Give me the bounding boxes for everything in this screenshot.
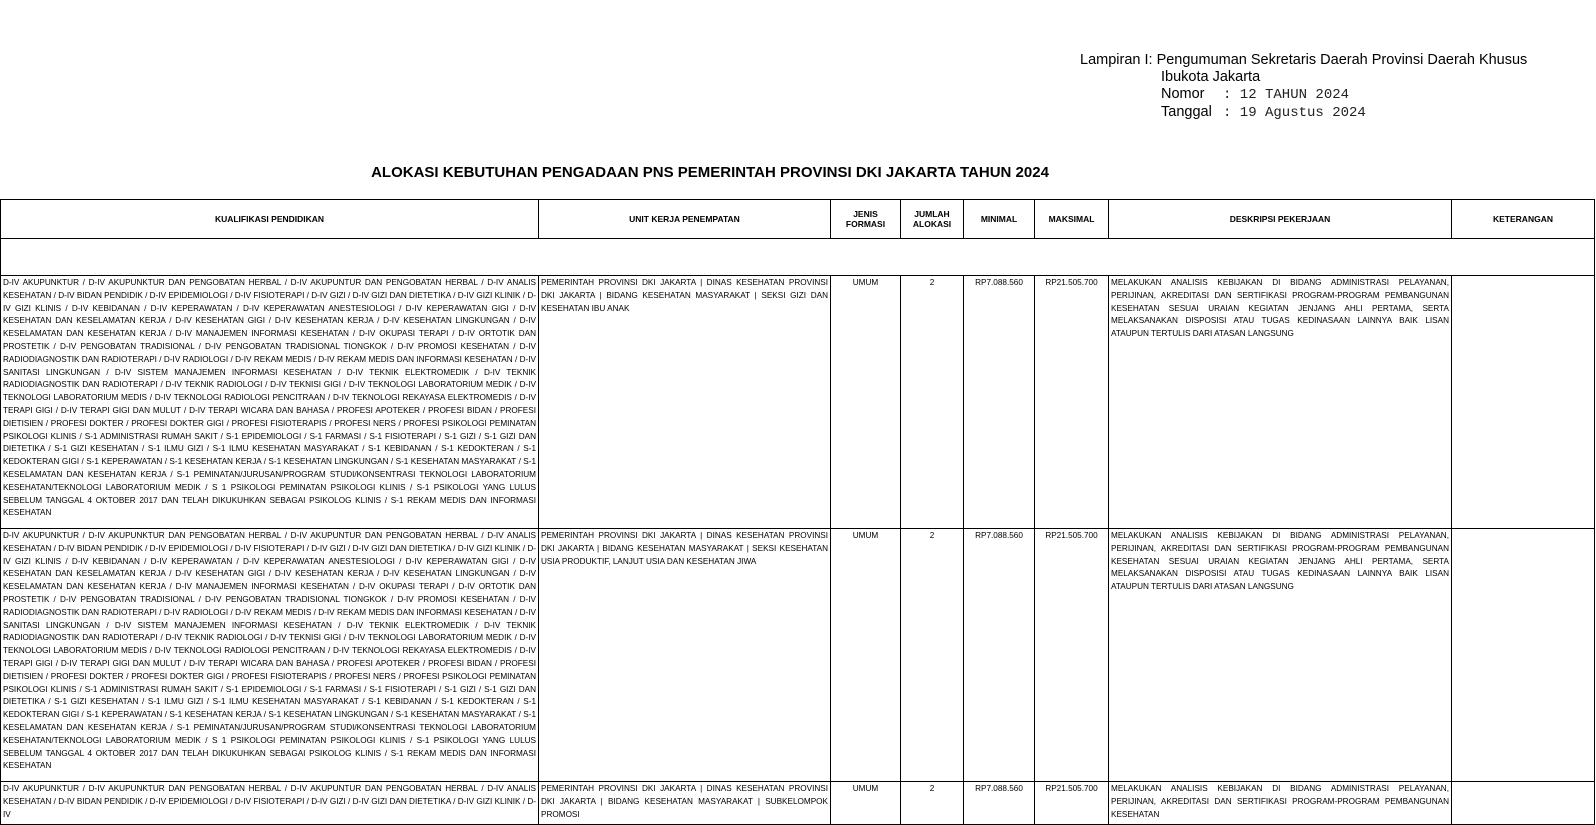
deskripsi-cell: MELAKUKAN ANALISIS KEBIJAKAN DI BIDANG ADMINISTRASI PELAYANAN, PERIJINAN, AKREDITASI DAN SERTIFIKASI PROGRAM-PROGRAM PEMBANGUNAN KESEHATAN SESUAI URAIAN KEGIATAN JENJANG AHLI PERTAMA, SERTA MELAKSANAKAN DISPOSISI ATAU TUGAS KEDINASAAN LAINNYA BAIK LISAN ATAUPUN TERTULIS DARI ATASAN LANGSUNG bbox=[1109, 529, 1452, 782]
keterangan-cell bbox=[1452, 529, 1595, 782]
table-row bbox=[1, 276, 1595, 529]
lampiran-header bbox=[1080, 52, 1527, 122]
nomor-label: Nomor bbox=[1161, 86, 1205, 102]
kualifikasi-text: D-IV AKUPUNKTUR / D-IV AKUPUNKTUR DAN PENGOBATAN HERBAL / D-IV AKUPUNTUR DAN PENGOBATAN HERBAL / D-IV ANALIS KESEHATAN / D-IV BIDAN PENDIDIK / D-IV EPIDEMIOLOGI / D-IV FISIOTERAPI / D-IV GIZI / D-IV GIZI DAN DIETETIKA / D-IV GIZI KLINIK / D-IV bbox=[3, 784, 536, 819]
keterangan-cell bbox=[1452, 276, 1595, 529]
header-jumlah: JUMLAH ALOKASI bbox=[901, 200, 964, 239]
kualifikasi-cell bbox=[1, 529, 539, 782]
header-maksimal: MAKSIMAL bbox=[1035, 200, 1109, 239]
deskripsi-text: MELAKUKAN ANALISIS KEBIJAKAN DI BIDANG ADMINISTRASI PELAYANAN, PERIJINAN, AKREDITASI DAN SERTIFIKASI PROGRAM-PROGRAM PEMBANGUNAN KESEHATAN bbox=[1111, 784, 1449, 819]
unit-cell: PEMERINTAH PROVINSI DKI JAKARTA | DINAS KESEHATAN PROVINSI DKI JAKARTA | BIDANG KESEHATAN MASYARAKAT | SEKSI KESEHATAN USIA PRODUKTIF, LANJUT USIA DAN KESEHATAN JIWA bbox=[539, 529, 831, 782]
deskripsi-cell: MELAKUKAN ANALISIS KEBIJAKAN DI BIDANG ADMINISTRASI PELAYANAN, PERIJINAN, AKREDITASI DAN SERTIFIKASI PROGRAM-PROGRAM PEMBANGUNAN KESEHATAN SESUAI URAIAN KEGIATAN JENJANG AHLI PERTAMA, SERTA MELAKSANAKAN DISPOSISI ATAU TUGAS KEDINASAAN LAINNYA BAIK LISAN ATAUPUN TERTULIS DARI ATASAN LANGSUNG bbox=[1109, 276, 1452, 529]
nomor-value: : 12 TAHUN 2024 bbox=[1223, 87, 1350, 103]
table-row bbox=[1, 782, 1595, 825]
deskripsi-cell bbox=[1109, 782, 1452, 825]
unit-cell: PEMERINTAH PROVINSI DKI JAKARTA | DINAS KESEHATAN PROVINSI DKI JAKARTA | BIDANG KESEHATAN MASYARAKAT | SEKSI GIZI DAN KESEHATAN IBU ANAK bbox=[539, 276, 831, 529]
header-keterangan: KETERANGAN bbox=[1452, 200, 1595, 239]
lampiran-line1: Lampiran I: Pengumuman Sekretaris Daerah Provinsi Daerah Khusus bbox=[1080, 52, 1528, 68]
unit-text: PEMERINTAH PROVINSI DKI JAKARTA | DINAS KESEHATAN PROVINSI DKI JAKARTA | BIDANG KESEHATAN MASYARAKAT | SUBKELOMPOK PROMOSI bbox=[541, 784, 828, 819]
jumlah-cell: 2 bbox=[901, 782, 964, 825]
maksimal-cell: RP21.505.700 bbox=[1035, 529, 1109, 782]
spacer-row bbox=[1, 239, 1595, 276]
header-kualifikasi: KUALIFIKASI PENDIDIKAN bbox=[1, 200, 539, 239]
header-unit: UNIT KERJA PENEMPATAN bbox=[539, 200, 831, 239]
jumlah-cell: 2 bbox=[901, 529, 964, 782]
jumlah-cell: 2 bbox=[901, 276, 964, 529]
header-jenis: JENIS FORMASI bbox=[831, 200, 901, 239]
header-deskripsi: DESKRIPSI PEKERJAAN bbox=[1109, 200, 1452, 239]
kualifikasi-cell bbox=[1, 276, 539, 529]
tanggal-label: Tanggal bbox=[1161, 104, 1212, 120]
maksimal-cell: RP21.505.700 bbox=[1035, 782, 1109, 825]
kualifikasi-cell bbox=[1, 782, 539, 825]
tanggal-line bbox=[1080, 104, 1527, 122]
kualifikasi-text: D-IV AKUPUNKTUR / D-IV AKUPUNKTUR DAN PENGOBATAN HERBAL / D-IV AKUPUNTUR DAN PENGOBATAN HERBAL / D-IV ANALIS KESEHATAN / D-IV BIDAN PENDIDIK / D-IV EPIDEMIOLOGI / D-IV FISIOTERAPI / D-IV GIZI / D-IV GIZI DAN DIETETIKA / D-IV GIZI KLINIK / D-IV GIZI KLINIS / D-IV KEBIDANAN / D-IV KEPERAWATAN / D-IV KEPERAWATAN ANESTESIOLOGI / D-IV KEPERAWATAN GIGI / D-IV KESEHATAN DAN KESELAMATAN KERJA / D-IV KESEHATAN GIGI / D-IV KESEHATAN KERJA / D-IV KESEHATAN LINGKUNGAN / D-IV KESELAMATAN DAN KESEHATAN KERJA / D-IV MANAJEMEN INFORMASI KESEHATAN / D-IV OKUPASI TERAPI / D-IV ORTOTIK DAN PROSTETIK / D-IV PENGOBATAN TRADISIONAL / D-IV PENGOBATAN TRADISIONAL TIONGKOK / D-IV PROMOSI KESEHATAN / D-IV RADIODIAGNOSTIK DAN RADIOTERAPI / D-IV RADIOLOGI / D-IV REKAM MEDIS / D-IV REKAM MEDIS DAN INFORMASI KESEHATAN / D-IV SANITASI LINGKUNGAN / D-IV SISTEM MANAJEMEN INFORMASI KESEHATAN / D-IV TEKNIK ELEKTROMEDIK / D-IV TEKNIK RADIODIAGNOSTIK DAN RADIOTERAPI / D-IV TEKNIK RADIOLOGI / D-IV TEKNISI GIGI / D-IV TEKNOLOGI LABORATORIUM MEDIK / D-IV TEKNOLOGI LABORATORIUM MEDIS / D-IV TEKNOLOGI RADIOLOGI PENCITRAAN / D-IV TEKNOLOGI REKAYASA ELEKTROMEDIS / D-IV TERAPI GIGI / D-IV TERAPI GIGI DAN MULUT / D-IV TERAPI WICARA DAN BAHASA / PROFESI APOTEKER / PROFESI BIDAN / PROFESI DIETISIEN / PROFESI DOKTER / PROFESI DOKTER GIGI / PROFESI FISIOTERAPIS / PROFESI NERS / PROFESI PSIKOLOGI PEMINATAN PSIKOLOGI KLINIS / S-1 ADMINISTRASI RUMAH SAKIT / S-1 EPIDEMIOLOGI / S-1 FARMASI / S-1 FISIOTERAPI / S-1 GIZI / S-1 GIZI DAN DIETETIKA / S-1 GIZI KESEHATAN / S-1 ILMU GIZI / S-1 ILMU KESEHATAN MASYARAKAT / S-1 KEBIDANAN / S-1 KEDOKTERAN / S-1 KEDOKTERAN GIGI / S-1 KEPERAWATAN / S-1 KESEHATAN KERJA / S-1 KESEHATAN LINGKUNGAN / S-1 KESEHATAN MASYARAKAT / S-1 KESELAMATAN DAN KESEHATAN KERJA / S-1 PEMINATAN/JURUSAN/PROGRAM STUDI/KONSENTRASI TEKNOLOGI LABORATORIUM KESEHATAN/TEKNOLOGI LABORATORIUM MEDIK / S 1 PSIKOLOGI PEMINATAN PSIKOLOGI KLINIS / S-1 PSIKOLOGI YANG LULUS SEBELUM TANGGAL 4 OKTOBER 2017 DAN TELAH DIKUKUHKAN SEBAGAI PSIKOLOG KLINIS / S-1 REKAM MEDIS DAN INFORMASI KESEHATAN bbox=[3, 531, 536, 771]
allocation-table bbox=[0, 199, 1595, 825]
keterangan-cell bbox=[1452, 782, 1595, 825]
header-minimal: MINIMAL bbox=[964, 200, 1035, 239]
tanggal-value: : 19 Agustus 2024 bbox=[1223, 105, 1366, 121]
minimal-cell: RP7.088.560 bbox=[964, 529, 1035, 782]
minimal-cell: RP7.088.560 bbox=[964, 276, 1035, 529]
nomor-line bbox=[1080, 86, 1527, 104]
kualifikasi-text: D-IV AKUPUNKTUR / D-IV AKUPUNKTUR DAN PENGOBATAN HERBAL / D-IV AKUPUNTUR DAN PENGOBATAN HERBAL / D-IV ANALIS KESEHATAN / D-IV BIDAN PENDIDIK / D-IV EPIDEMIOLOGI / D-IV FISIOTERAPI / D-IV GIZI / D-IV GIZI DAN DIETETIKA / D-IV GIZI KLINIK / D-IV GIZI KLINIS / D-IV KEBIDANAN / D-IV KEPERAWATAN / D-IV KEPERAWATAN ANESTESIOLOGI / D-IV KEPERAWATAN GIGI / D-IV KESEHATAN DAN KESELAMATAN KERJA / D-IV KESEHATAN GIGI / D-IV KESEHATAN KERJA / D-IV KESEHATAN LINGKUNGAN / D-IV KESELAMATAN DAN KESEHATAN KERJA / D-IV MANAJEMEN INFORMASI KESEHATAN / D-IV OKUPASI TERAPI / D-IV ORTOTIK DAN PROSTETIK / D-IV PENGOBATAN TRADISIONAL / D-IV PENGOBATAN TRADISIONAL TIONGKOK / D-IV PROMOSI KESEHATAN / D-IV RADIODIAGNOSTIK DAN RADIOTERAPI / D-IV RADIOLOGI / D-IV REKAM MEDIS / D-IV REKAM MEDIS DAN INFORMASI KESEHATAN / D-IV SANITASI LINGKUNGAN / D-IV SISTEM MANAJEMEN INFORMASI KESEHATAN / D-IV TEKNIK ELEKTROMEDIK / D-IV TEKNIK RADIODIAGNOSTIK DAN RADIOTERAPI / D-IV TEKNIK RADIOLOGI / D-IV TEKNISI GIGI / D-IV TEKNOLOGI LABORATORIUM MEDIK / D-IV TEKNOLOGI LABORATORIUM MEDIS / D-IV TEKNOLOGI RADIOLOGI PENCITRAAN / D-IV TEKNOLOGI REKAYASA ELEKTROMEDIS / D-IV TERAPI GIGI / D-IV TERAPI GIGI DAN MULUT / D-IV TERAPI WICARA DAN BAHASA / PROFESI APOTEKER / PROFESI BIDAN / PROFESI DIETISIEN / PROFESI DOKTER / PROFESI DOKTER GIGI / PROFESI FISIOTERAPIS / PROFESI NERS / PROFESI PSIKOLOGI PEMINATAN PSIKOLOGI KLINIS / S-1 ADMINISTRASI RUMAH SAKIT / S-1 EPIDEMIOLOGI / S-1 FARMASI / S-1 FISIOTERAPI / S-1 GIZI / S-1 GIZI DAN DIETETIKA / S-1 GIZI KESEHATAN / S-1 ILMU GIZI / S-1 ILMU KESEHATAN MASYARAKAT / S-1 KEBIDANAN / S-1 KEDOKTERAN / S-1 KEDOKTERAN GIGI / S-1 KEPERAWATAN / S-1 KESEHATAN KERJA / S-1 KESEHATAN LINGKUNGAN / S-1 KESEHATAN MASYARAKAT / S-1 KESELAMATAN DAN KESEHATAN KERJA / S-1 PEMINATAN/JURUSAN/PROGRAM STUDI/KONSENTRASI TEKNOLOGI LABORATORIUM KESEHATAN/TEKNOLOGI LABORATORIUM MEDIK / S 1 PSIKOLOGI PEMINATAN PSIKOLOGI KLINIS / S-1 PSIKOLOGI YANG LULUS SEBELUM TANGGAL 4 OKTOBER 2017 DAN TELAH DIKUKUHKAN SEBAGAI PSIKOLOG KLINIS / S-1 REKAM MEDIS DAN INFORMASI KESEHATAN bbox=[3, 278, 536, 518]
jenis-cell: UMUM bbox=[831, 276, 901, 529]
jenis-cell: UMUM bbox=[831, 529, 901, 782]
lampiran-line2: Ibukota Jakarta bbox=[1161, 69, 1261, 85]
maksimal-cell: RP21.505.700 bbox=[1035, 276, 1109, 529]
minimal-cell: RP7.088.560 bbox=[964, 782, 1035, 825]
table-row bbox=[1, 529, 1595, 782]
jenis-cell: UMUM bbox=[831, 782, 901, 825]
header-row bbox=[1, 200, 1595, 239]
spacer-cell bbox=[1, 239, 1595, 276]
unit-cell bbox=[539, 782, 831, 825]
document-title: ALOKASI KEBUTUHAN PENGADAAN PNS PEMERINTAH PROVINSI DKI JAKARTA TAHUN 2024 bbox=[371, 164, 1049, 181]
